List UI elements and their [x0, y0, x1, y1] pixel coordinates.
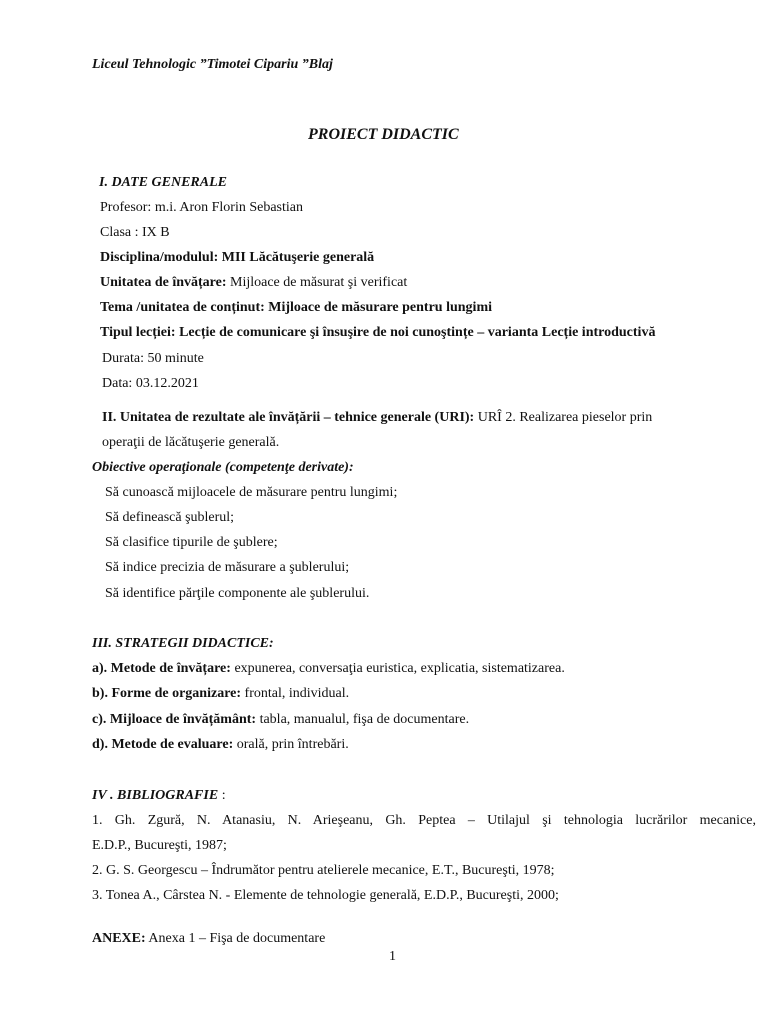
- bibliography-item-3: 3. Tonea A., Cârstea N. - Elemente de tehnologie generală, E.D.P., Bucureşti, 2000;: [92, 888, 559, 903]
- annexes-value: Anexa 1 – Fişa de documentare: [145, 931, 326, 946]
- tema-value: Mijloace de măsurare pentru lungimi: [264, 300, 493, 315]
- unitatea-line: [100, 274, 407, 292]
- uri-label: II. Unitatea de rezultate ale învățării – tehnice generale (URI):: [102, 410, 475, 425]
- tipul-label: Tipul lecției:: [100, 325, 176, 340]
- durata-line: Durata: 50 minute: [102, 351, 204, 366]
- objective-item: Să definească şublerul;: [105, 510, 235, 525]
- strategy-value: orală, prin întrebări.: [233, 737, 349, 752]
- uri-continuation: operaţii de lăcătuşerie generală.: [102, 435, 280, 450]
- strategy-item: [92, 660, 565, 678]
- strategy-value: expunerea, conversaţia euristica, explicatia, sistematizarea.: [230, 661, 565, 676]
- bibliography-item-1-line-1: 1. Gh. Zgură, N. Atanasiu, N. Arieşeanu, Gh. Peptea – Utilajul şi tehnologia lucrărilor mecanice,: [92, 813, 756, 828]
- bibliography-colon: :: [218, 788, 226, 803]
- strategy-label: d). Metode de evaluare:: [92, 737, 234, 752]
- strategy-label: b). Forme de organizare:: [92, 686, 242, 701]
- objective-item: Să cunoască mijloacele de măsurare pentru lungimi;: [105, 485, 398, 500]
- tema-label: Tema /unitatea de conținut:: [100, 300, 265, 315]
- school-name: Liceul Tehnologic ”Timotei Cipariu ”Blaj: [92, 57, 333, 72]
- general-heading: I. DATE GENERALE: [99, 175, 227, 190]
- disciplina-value: MII Lăcătuşerie generală: [218, 250, 375, 265]
- bibliography-item-2: 2. G. S. Georgescu – Îndrumător pentru atelierele mecanice, E.T., Bucureşti, 1978;: [92, 863, 555, 878]
- unitatea-value: Mijloace de măsurat şi verificat: [226, 275, 408, 290]
- tipul-value: Lecție de comunicare şi însuşire de noi cunoştințe – varianta Lecție introductivă: [175, 325, 656, 340]
- disciplina-label: Disciplina/modulul:: [100, 250, 219, 265]
- objectives-heading: Obiective operaţionale (competenţe derivate):: [92, 460, 354, 475]
- tema-line: [100, 299, 492, 317]
- tipul-line: [100, 324, 655, 342]
- annexes-label: ANEXE:: [92, 931, 146, 946]
- strategy-value: frontal, individual.: [241, 686, 350, 701]
- strategy-label: a). Metode de învățare:: [92, 661, 231, 676]
- strategy-item: [92, 685, 349, 703]
- disciplina-line: [100, 249, 374, 267]
- annexes-line: [92, 930, 325, 948]
- bibliography-item-1-line-2: E.D.P., Bucureşti, 1987;: [92, 838, 227, 853]
- page-number: 1: [389, 949, 396, 964]
- uri-line: [102, 409, 652, 427]
- data-line: Data: 03.12.2021: [102, 376, 199, 391]
- unitatea-label: Unitatea de învățare:: [100, 275, 227, 290]
- strategy-item: [92, 711, 469, 729]
- bibliography-heading-line: [92, 787, 226, 805]
- page-title: PROIECT DIDACTIC: [308, 126, 459, 143]
- strategies-heading: III. STRATEGII DIDACTICE:: [92, 636, 274, 651]
- strategy-label: c). Mijloace de învățământ:: [92, 712, 257, 727]
- objective-item: Să identifice părţile componente ale şublerului.: [105, 586, 370, 601]
- profesor-line: Profesor: m.i. Aron Florin Sebastian: [100, 200, 303, 215]
- strategy-item: [92, 736, 349, 754]
- objective-item: Să clasifice tipurile de şublere;: [105, 535, 278, 550]
- bibliography-heading: IV . BIBLIOGRAFIE: [92, 788, 219, 803]
- objective-item: Să indice precizia de măsurare a şublerului;: [105, 560, 350, 575]
- uri-value: URÎ 2. Realizarea pieselor prin: [474, 410, 653, 425]
- clasa-line: Clasa : IX B: [100, 225, 170, 240]
- strategy-value: tabla, manualul, fişa de documentare.: [256, 712, 470, 727]
